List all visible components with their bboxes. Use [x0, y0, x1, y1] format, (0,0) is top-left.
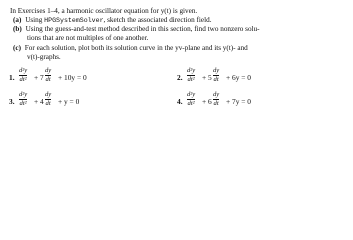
frac-numerator: dy: [213, 91, 220, 98]
frac-denominator: dt: [213, 100, 219, 107]
frac-denominator: dt²: [19, 76, 27, 83]
plus-sign: +: [34, 97, 39, 106]
part-a-text-after: , sketch the associated direction field.: [103, 16, 212, 24]
plus-sign: +: [34, 73, 39, 82]
equation-rest: + 6y = 0: [226, 73, 251, 82]
equation-rest: + 10y = 0: [58, 73, 87, 82]
frac-numerator: dy: [45, 91, 52, 98]
plus-sign: +: [202, 73, 207, 82]
second-derivative: [187, 67, 195, 84]
frac-denominator: dt: [45, 76, 51, 83]
part-a-text-before: Using: [25, 16, 45, 24]
second-derivative: [19, 67, 27, 84]
part-c: [13, 44, 248, 53]
frac-denominator: dt²: [187, 76, 195, 83]
first-derivative: [45, 91, 51, 108]
part-b-continued: tions that are not multiples of one another.: [27, 34, 149, 42]
plus-sign: +: [202, 97, 207, 106]
equation-number: 2.: [177, 73, 183, 82]
equation-rest: + 7y = 0: [226, 97, 251, 106]
frac-numerator: d²y: [187, 91, 196, 98]
part-a: [13, 16, 212, 25]
second-derivative: [19, 91, 27, 108]
coefficient: 4: [40, 97, 44, 106]
frac-denominator: dt: [213, 76, 219, 83]
part-a-software-name: HPGSystemSolver: [44, 17, 104, 24]
part-c-continued: v(t)-graphs.: [27, 53, 61, 61]
part-c-text: For each solution, plot both its solution curve in the yv-plane and its y(t)- and: [24, 44, 248, 52]
part-b-label: (b): [13, 25, 22, 33]
equation-1: [9, 67, 129, 87]
coefficient: 6: [208, 97, 212, 106]
equation-4: [177, 91, 297, 111]
equation-3: [9, 91, 129, 111]
frac-numerator: dy: [45, 67, 52, 74]
equation-number: 3.: [9, 97, 15, 106]
first-derivative: [45, 67, 51, 84]
coefficient: 5: [208, 73, 212, 82]
frac-numerator: d²y: [19, 91, 28, 98]
coefficient: 7: [40, 73, 44, 82]
equation-number: 1.: [9, 73, 15, 82]
equation-number: 4.: [177, 97, 183, 106]
equation-rest: + y = 0: [58, 97, 80, 106]
second-derivative: [187, 91, 195, 108]
first-derivative: [213, 91, 219, 108]
frac-denominator: dt²: [19, 100, 27, 107]
part-b-text: Using the guess-and-test method described in this section, find two nonzero solu-: [25, 25, 260, 33]
part-c-label: (c): [13, 44, 21, 52]
frac-numerator: d²y: [187, 67, 196, 74]
first-derivative: [213, 67, 219, 84]
part-b: [13, 25, 260, 34]
frac-denominator: dt: [45, 100, 51, 107]
intro-text: In Exercises 1–4, a harmonic oscillator equation for y(t) is given.: [10, 7, 198, 15]
frac-numerator: d²y: [19, 67, 28, 74]
equation-2: [177, 67, 297, 87]
frac-numerator: dy: [213, 67, 220, 74]
frac-denominator: dt²: [187, 100, 195, 107]
part-a-label: (a): [13, 16, 22, 24]
